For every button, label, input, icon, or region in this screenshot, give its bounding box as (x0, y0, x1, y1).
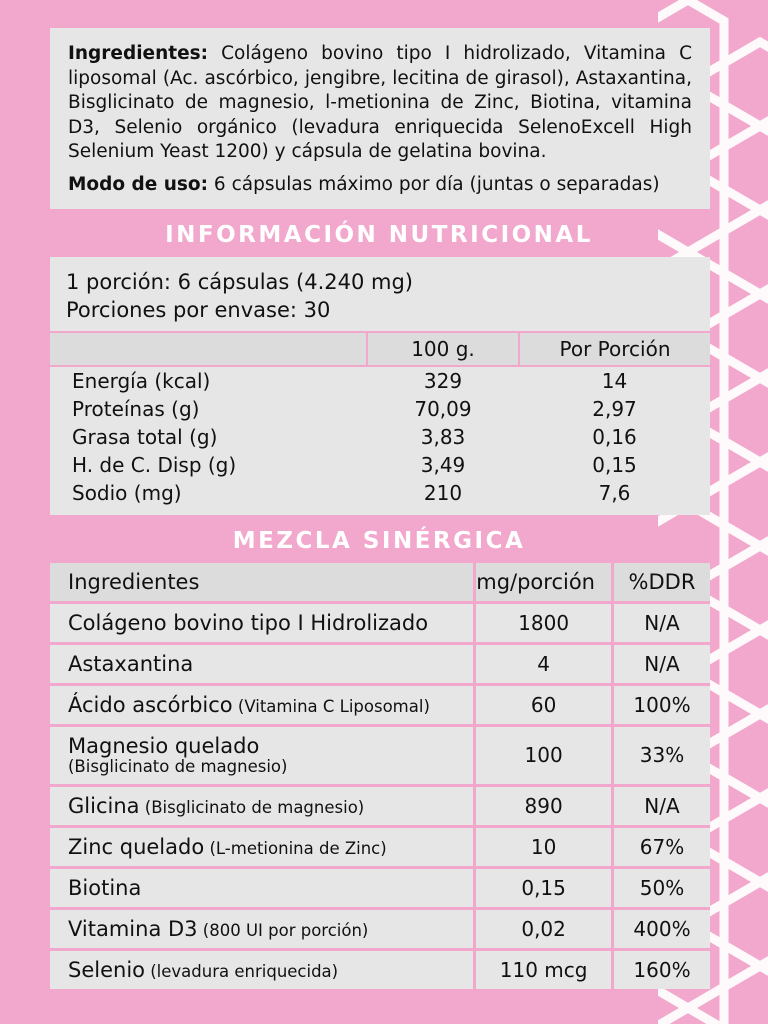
mix-row-name (50, 602, 475, 643)
mix-name-main: Colágeno bovino tipo I Hidrolizado (68, 610, 429, 635)
mix-row-ddr: 400% (613, 908, 711, 949)
mix-row-name (50, 643, 475, 684)
mix-row-ddr: N/A (613, 643, 711, 684)
mix-row-mg: 110 mcg (475, 949, 613, 989)
mix-row-mg: 100 (475, 725, 613, 785)
nutrition-row-perportion: 2,97 (592, 396, 637, 421)
mix-name-main: Ácido ascórbico (68, 692, 233, 717)
mix-section-title: MEZCLA SINÉRGICA (232, 527, 526, 554)
mix-col-mg: mg/porción (475, 563, 613, 603)
mix-name-main: Selenio (68, 957, 145, 982)
nutrition-row-perportion: 7,6 (598, 480, 631, 505)
portion-info (50, 267, 710, 331)
table-row (50, 908, 710, 949)
mix-table-header (50, 563, 710, 603)
mix-row-mg: 0,15 (475, 867, 613, 908)
mix-name-note: (Vitamina C Liposomal) (232, 696, 430, 716)
table-row (50, 826, 710, 867)
synergic-mix-table (50, 563, 710, 989)
mix-row-name (50, 826, 475, 867)
nutrition-row-perportion: 0,15 (592, 452, 637, 477)
mix-row-mg: 0,02 (475, 908, 613, 949)
nutrition-section-title: INFORMACIÓN NUTRICIONAL (165, 222, 593, 249)
nutrition-row-label: Sodio (mg) (72, 480, 182, 505)
table-row (50, 602, 710, 643)
mix-row-name (50, 867, 475, 908)
mix-row-mg: 60 (475, 684, 613, 725)
mix-row-mg: 10 (475, 826, 613, 867)
mix-row-name (50, 949, 475, 989)
ingredients-paragraph (68, 42, 692, 165)
mix-row-ddr: N/A (613, 602, 711, 643)
nutrition-table-header (50, 332, 710, 366)
mix-row-ddr: 67% (613, 826, 711, 867)
portion-line: 1 porción: 6 cápsulas (4.240 mg) (66, 270, 413, 295)
usage-paragraph (68, 173, 692, 197)
nutrition-row-label: H. de C. Disp (g) (72, 452, 237, 477)
table-row (50, 643, 710, 684)
table-row (50, 451, 710, 479)
mix-name-main: Astaxantina (68, 651, 194, 676)
nutrition-row-per100: 3,83 (420, 424, 466, 449)
mix-row-ddr: 100% (613, 684, 711, 725)
mix-name-note: (800 UI por porción) (197, 920, 369, 940)
mix-col-ddr: %DDR (613, 563, 711, 603)
nutrition-row-per100: 329 (423, 368, 463, 393)
mix-name-main: Glicina (68, 793, 140, 818)
table-row (50, 479, 710, 507)
mix-row-name (50, 684, 475, 725)
mix-name-note: (Bisglicinato de magnesio) (139, 797, 365, 817)
mix-row-name (50, 725, 475, 785)
nutrition-col-label (50, 332, 367, 366)
nutrition-row-per100: 70,09 (414, 396, 472, 421)
nutrition-col-100g: 100 g. (367, 332, 519, 366)
nutrition-panel (50, 257, 710, 515)
nutrition-row-per100: 210 (423, 480, 463, 505)
mix-row-mg: 4 (475, 643, 613, 684)
mix-row-mg: 1800 (475, 602, 613, 643)
table-row (50, 725, 710, 785)
ingredients-body: Colágeno bovino tipo I hidrolizado, Vitamina C liposomal (Ac. ascórbico, jengibre, lecitina de girasol), Astaxantina, Bisglicinato de magnesio, l-metionina de Zinc, Biotina, vitamina D3, Selenio orgánico (levadura enriquecida SelenoExcell High Selenium Yeast 1200) y cápsula de gelatina bovina. (68, 43, 692, 163)
nutrition-row-label: Energía (kcal) (72, 368, 211, 393)
mix-name-main: Zinc quelado (68, 834, 205, 859)
mix-name-main: Magnesio quelado (68, 733, 260, 758)
ingredients-panel (50, 28, 710, 209)
mix-row-mg: 890 (475, 785, 613, 826)
nutrition-row-per100: 3,49 (420, 452, 466, 477)
mix-row-ddr: N/A (613, 785, 711, 826)
servings-line: Porciones por envase: 30 (66, 297, 331, 322)
nutrition-col-portion: Por Porción (519, 332, 710, 366)
table-row (50, 684, 710, 725)
mix-name-note: (Bisglicinato de magnesio) (68, 757, 288, 776)
table-row (50, 785, 710, 826)
mix-name-note: (L-metionina de Zinc) (204, 838, 387, 858)
mix-row-ddr: 160% (613, 949, 711, 989)
mix-name-note: (levadura enriquecida) (145, 961, 339, 981)
mix-row-name (50, 908, 475, 949)
nutrition-table (50, 331, 710, 507)
table-row (50, 949, 710, 989)
table-row (50, 395, 710, 423)
nutrition-row-perportion: 0,16 (592, 424, 637, 449)
ingredients-label: Ingredientes: (68, 43, 209, 64)
mix-col-ingredients: Ingredientes (50, 563, 475, 603)
usage-label: Modo de uso: (68, 173, 209, 195)
nutrition-row-perportion: 14 (601, 368, 628, 393)
table-row (50, 366, 710, 395)
usage-body: 6 cápsulas máximo por día (juntas o separadas) (208, 173, 660, 195)
nutrition-row-label: Grasa total (g) (72, 424, 218, 449)
mix-name-main: Biotina (68, 875, 142, 900)
nutrition-row-label: Proteínas (g) (72, 396, 200, 421)
mix-row-name (50, 785, 475, 826)
mix-row-ddr: 33% (613, 725, 711, 785)
mix-name-main: Vitamina D3 (68, 916, 198, 941)
table-row (50, 867, 710, 908)
mix-row-ddr: 50% (613, 867, 711, 908)
table-row (50, 423, 710, 451)
